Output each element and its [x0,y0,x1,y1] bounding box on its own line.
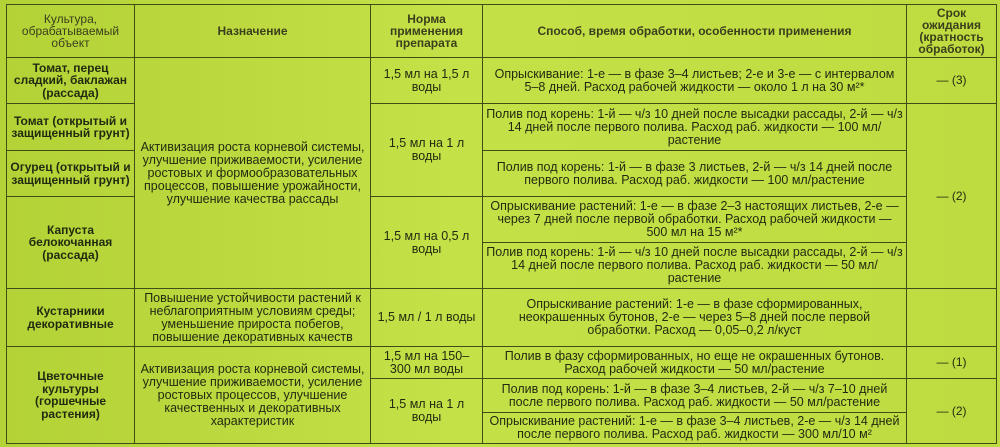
norm-cell: 1,5 мл на 150–300 мл воды [371,347,483,379]
method-cell: Полив под корень: 1-й — ч/з 10 дней после высадки рассады, 2-й — ч/з 14 дней после первого полива. Расход раб. жидкости — 100 мл/растение [483,104,907,151]
wait-cell [907,289,997,347]
header-method: Способ, время обработки, особенности применения [483,5,907,58]
norm-cell: 1,5 мл / 1 л воды [371,289,483,347]
purpose-cell: Активизация роста корневой системы, улучшение приживаемости, усиление ростовых и формообразовательных процессов, повышение урожайности, улучшение качества рассады [135,58,371,289]
table-row [7,289,997,347]
table-header-row [7,5,997,58]
crop-cell: Кустарники декоративные [7,289,135,347]
table-row [7,347,997,379]
method-cell: Опрыскивание растений: 1-е — в фазе 2–3 настоящих листьев, 2-е — через 7 дней после первой обработки. Расход рабочей жидкости — 500 мл на 15 м²* [483,197,907,243]
method-cell: Опрыскивание растений: 1-е — в фазе сформированных, неокрашенных бутонов, 2-е — через 5–8 дней после первой обработки. Расход — 0,05–0,2 л/куст [483,289,907,347]
purpose-cell: Активизация роста корневой системы, улучшение приживаемости, усиление ростовых процессов, улучшение качественных и декоративных характеристик [135,347,371,444]
crop-cell: Томат, перец сладкий, баклажан (рассада) [7,58,135,104]
wait-cell: — (2) [907,104,997,289]
crop-cell: Цветочные культуры (горшечные растения) [7,347,135,444]
crop-cell: Капуста белокочанная (рассада) [7,197,135,289]
treatment-table [6,4,997,444]
method-cell: Полив под корень: 1-й — в фазе 3–4 листьев, 2-й — ч/з 7–10 дней после первого полива. Расход раб. жидкости — 50 мл/растение [483,379,907,413]
method-cell: Опрыскивание растений: 1-е — в фазе 3–4 листьев, 2-е — ч/з 14 дней после первого полива. Расход раб. жидкости — 300 мл/10 м² [483,413,907,444]
wait-cell: — (2) [907,379,997,444]
table-row [7,58,997,104]
wait-cell: — (1) [907,347,997,379]
crop-cell: Огурец (открытый и защищенный грунт) [7,151,135,197]
method-cell: Полив под корень: 1-й — в фазе 3 листьев, 2-й — ч/з 14 дней после первого полива. Расход раб. жидкости — 100 мл/растение [483,151,907,197]
purpose-cell: Повышение устойчивости растений к неблагоприятным условиям среды; уменьшение прироста побегов, повышение декоративных качеств [135,289,371,347]
norm-cell: 1,5 мл на 1 л воды [371,104,483,197]
norm-cell: 1,5 мл на 1,5 л воды [371,58,483,104]
method-cell: Полив под корень: 1-й — ч/з 10 дней после высадки рассады, 2-й — ч/з 14 дней после первого полива. Расход раб. жидкости — 50 мл/растение [483,243,907,289]
norm-cell: 1,5 мл на 1 л воды [371,379,483,444]
method-cell: Полив в фазу сформированных, но еще не окрашенных бутонов. Расход рабочей жидкости — 50 мл/растение [483,347,907,379]
norm-cell: 1,5 мл на 0,5 л воды [371,197,483,289]
crop-cell: Томат (открытый и защищенный грунт) [7,104,135,151]
header-wait: Срок ожидания (кратность обработок) [907,5,997,58]
header-norm: Норма применения препарата [371,5,483,58]
header-purpose: Назначение [135,5,371,58]
method-cell: Опрыскивание: 1-е — в фазе 3–4 листьев; 2-е и 3-е — с интервалом 5–8 дней. Расход рабочей жидкости — около 1 л на 30 м²* [483,58,907,104]
wait-cell: — (3) [907,58,997,104]
header-crop: Культура, обрабатываемый объект [7,5,135,58]
